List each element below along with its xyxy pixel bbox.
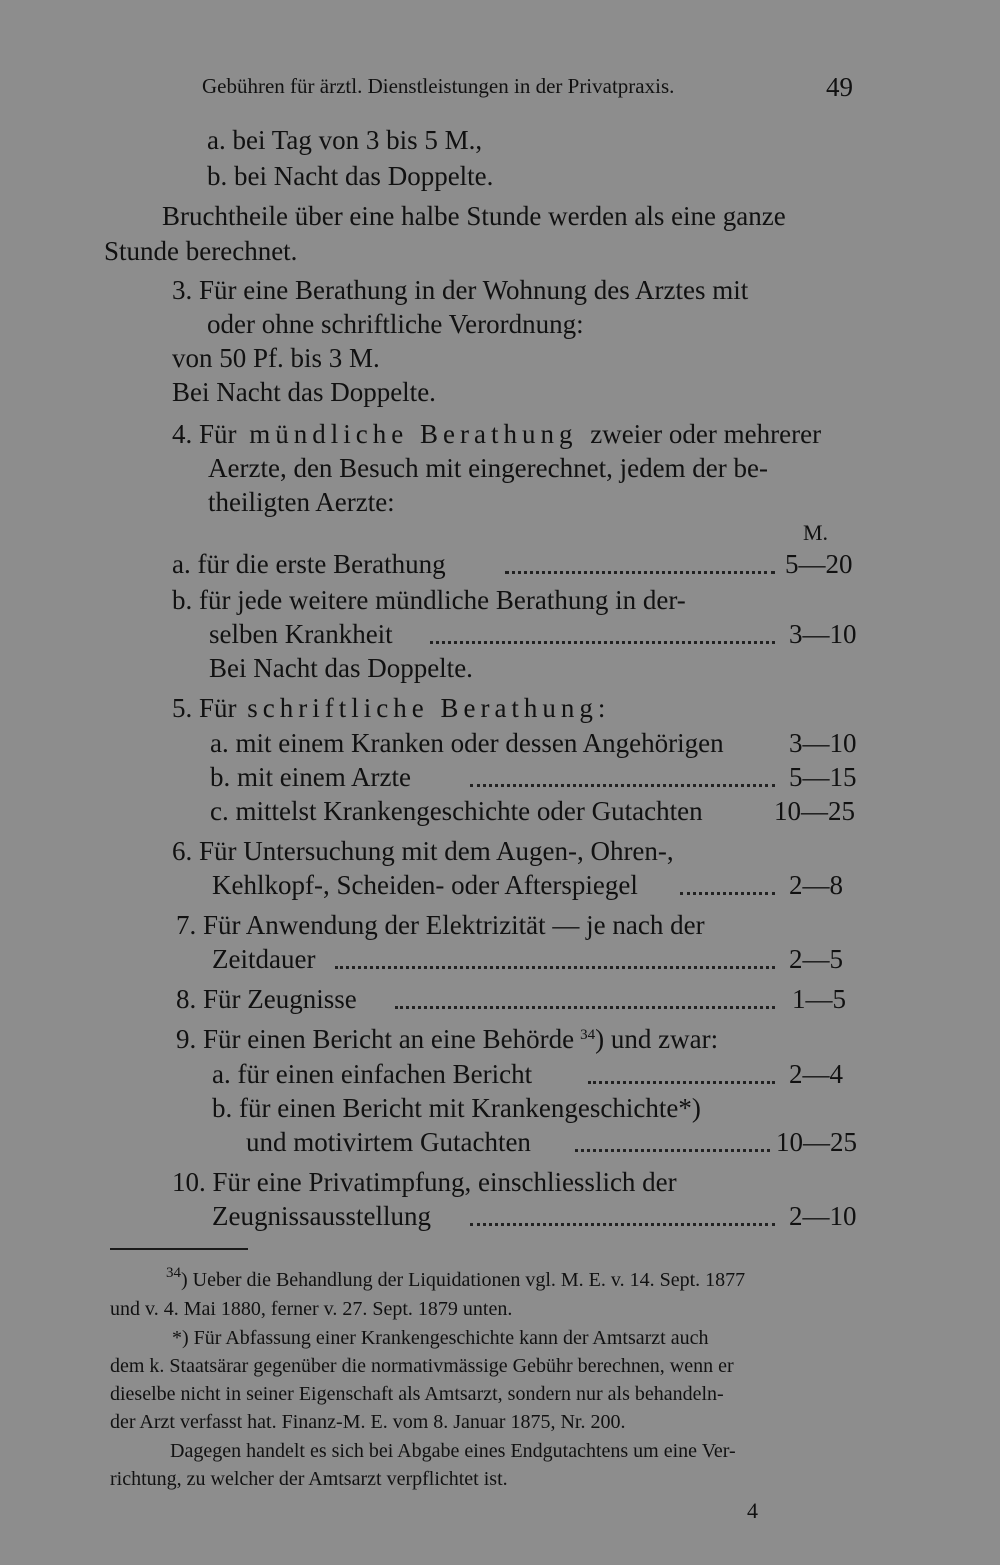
item-3-line3: von 50 Pf. bis 3 M.: [172, 343, 380, 373]
item-3-line2: oder ohne schriftliche Verordnung:: [207, 309, 584, 339]
line-day-rate: a. bei Tag von 3 bis 5 M.,: [207, 125, 483, 155]
leader-dots: [575, 1143, 770, 1152]
item-5-line1: [172, 695, 610, 722]
item-5a: a. mit einem Kranken oder dessen Angehörigen: [210, 728, 724, 758]
item-4-rest: zweier oder mehrerer: [590, 419, 822, 449]
footnote-34-line1: [166, 1265, 746, 1291]
footnote-rule: [110, 1248, 248, 1250]
fee-9b: 10—25: [776, 1127, 857, 1157]
fee-10: 2—10: [789, 1201, 857, 1231]
line-night-rate: b. bei Nacht das Doppelte.: [207, 161, 494, 191]
item-4-line2: Aerzte, den Besuch mit eingerechnet, jedem der be-: [208, 453, 768, 483]
item-4b-line1: b. für jede weitere mündliche Berathung in der-: [172, 585, 686, 615]
signature-mark: 4: [747, 1498, 758, 1523]
footnote-ref-34: 34: [580, 1027, 596, 1043]
leader-dots: [395, 1000, 775, 1009]
fee-5c: 10—25: [774, 796, 855, 826]
fee-4b: 3—10: [789, 619, 857, 649]
item-8: 8. Für Zeugnisse: [176, 984, 357, 1014]
leader-dots: [505, 565, 775, 574]
item-9-line1: [176, 1026, 718, 1053]
paragraph-fraction-line2: Stunde berechnet.: [104, 236, 298, 266]
fee-4a: 5—20: [785, 549, 853, 579]
item-6-line1: 6. Für Untersuchung mit dem Augen-, Ohren-,: [172, 836, 674, 866]
leader-dots: [470, 778, 775, 787]
page-number: 49: [826, 72, 853, 102]
item-5-spaced-heading: schriftliche Berathung:: [247, 693, 611, 723]
leader-dots: [588, 1075, 775, 1084]
running-title: Gebühren für ärztl. Dienstleistungen in der Privatpraxis.: [202, 74, 675, 98]
item-4a: a. für die erste Berathung: [172, 549, 446, 579]
item-7-line2: Zeitdauer: [212, 944, 316, 974]
footnote-34-text: ) Ueber die Behandlung der Liquidationen vgl. M. E. v. 14. Sept. 1877: [181, 1269, 746, 1291]
item-9b-line1: b. für einen Bericht mit Krankengeschichte*): [212, 1093, 701, 1123]
item-4-night: Bei Nacht das Doppelte.: [209, 653, 473, 683]
fee-6: 2—8: [789, 870, 843, 900]
leader-dots: [430, 635, 775, 644]
item-5b: b. mit einem Arzte: [210, 762, 411, 792]
item-9-text-end: ) und zwar:: [595, 1024, 719, 1054]
item-10-line2: Zeugnissausstellung: [212, 1201, 431, 1231]
footnote-star-line4: der Arzt verfasst hat. Finanz-M. E. vom 8. Januar 1875, Nr. 200.: [110, 1411, 626, 1433]
item-9a: a. für einen einfachen Bericht: [212, 1059, 533, 1089]
item-10-line1: 10. Für eine Privatimpfung, einschliesslich der: [172, 1167, 677, 1197]
leader-dots: [680, 886, 775, 895]
item-5-number: 5. Für: [172, 693, 237, 723]
footnote-star-line3: dieselbe nicht in seiner Eigenschaft als Amtsarzt, sondern nur als behandeln-: [110, 1383, 724, 1405]
leader-dots: [470, 1217, 775, 1226]
item-4b-line2: selben Krankheit: [209, 619, 393, 649]
leader-dots: [335, 960, 775, 969]
item-4-number: 4. Für: [172, 419, 237, 449]
fee-8: 1—5: [792, 984, 846, 1014]
footnote-34-line2: und v. 4. Mai 1880, ferner v. 27. Sept. 1879 unten.: [110, 1298, 513, 1320]
footnote-star-line1: *) Für Abfassung einer Krankengeschichte kann der Amtsarzt auch: [172, 1327, 709, 1349]
item-3-line1: 3. Für eine Berathung in der Wohnung des Arztes mit: [172, 275, 749, 305]
fee-5b: 5—15: [789, 762, 857, 792]
fee-7: 2—5: [789, 944, 843, 974]
item-4-line1: [172, 421, 821, 448]
item-9-text: 9. Für einen Bericht an eine Behörde: [176, 1024, 575, 1054]
item-4-spaced-heading: mündliche Berathung: [249, 419, 578, 449]
item-7-line1: 7. Für Anwendung der Elektrizität — je nach der: [176, 910, 705, 940]
paragraph-fraction-line1: Bruchtheile über eine halbe Stunde werden als eine ganze: [162, 201, 786, 231]
fee-5a: 3—10: [789, 728, 857, 758]
item-4-line3: theiligten Aerzte:: [208, 487, 395, 517]
footnote-star-line2: dem k. Staatsärar gegenüber die normativmässige Gebühr berechnen, wenn er: [110, 1355, 734, 1377]
item-9b-line2: und motivirtem Gutachten: [246, 1127, 531, 1157]
item-5c: c. mittelst Krankengeschichte oder Gutachten: [210, 796, 703, 826]
unit-label: M.: [803, 520, 829, 545]
item-3-line4: Bei Nacht das Doppelte.: [172, 377, 436, 407]
footnote-dagegen-line1: Dagegen handelt es sich bei Abgabe eines Endgutachtens um eine Ver-: [170, 1440, 736, 1462]
fee-9a: 2—4: [789, 1059, 843, 1089]
footnote-dagegen-line2: richtung, zu welcher der Amtsarzt verpflichtet ist.: [110, 1468, 508, 1490]
footnote-34-marker: 34: [166, 1265, 181, 1281]
item-6-line2: Kehlkopf-, Scheiden- oder Afterspiegel: [212, 870, 638, 900]
